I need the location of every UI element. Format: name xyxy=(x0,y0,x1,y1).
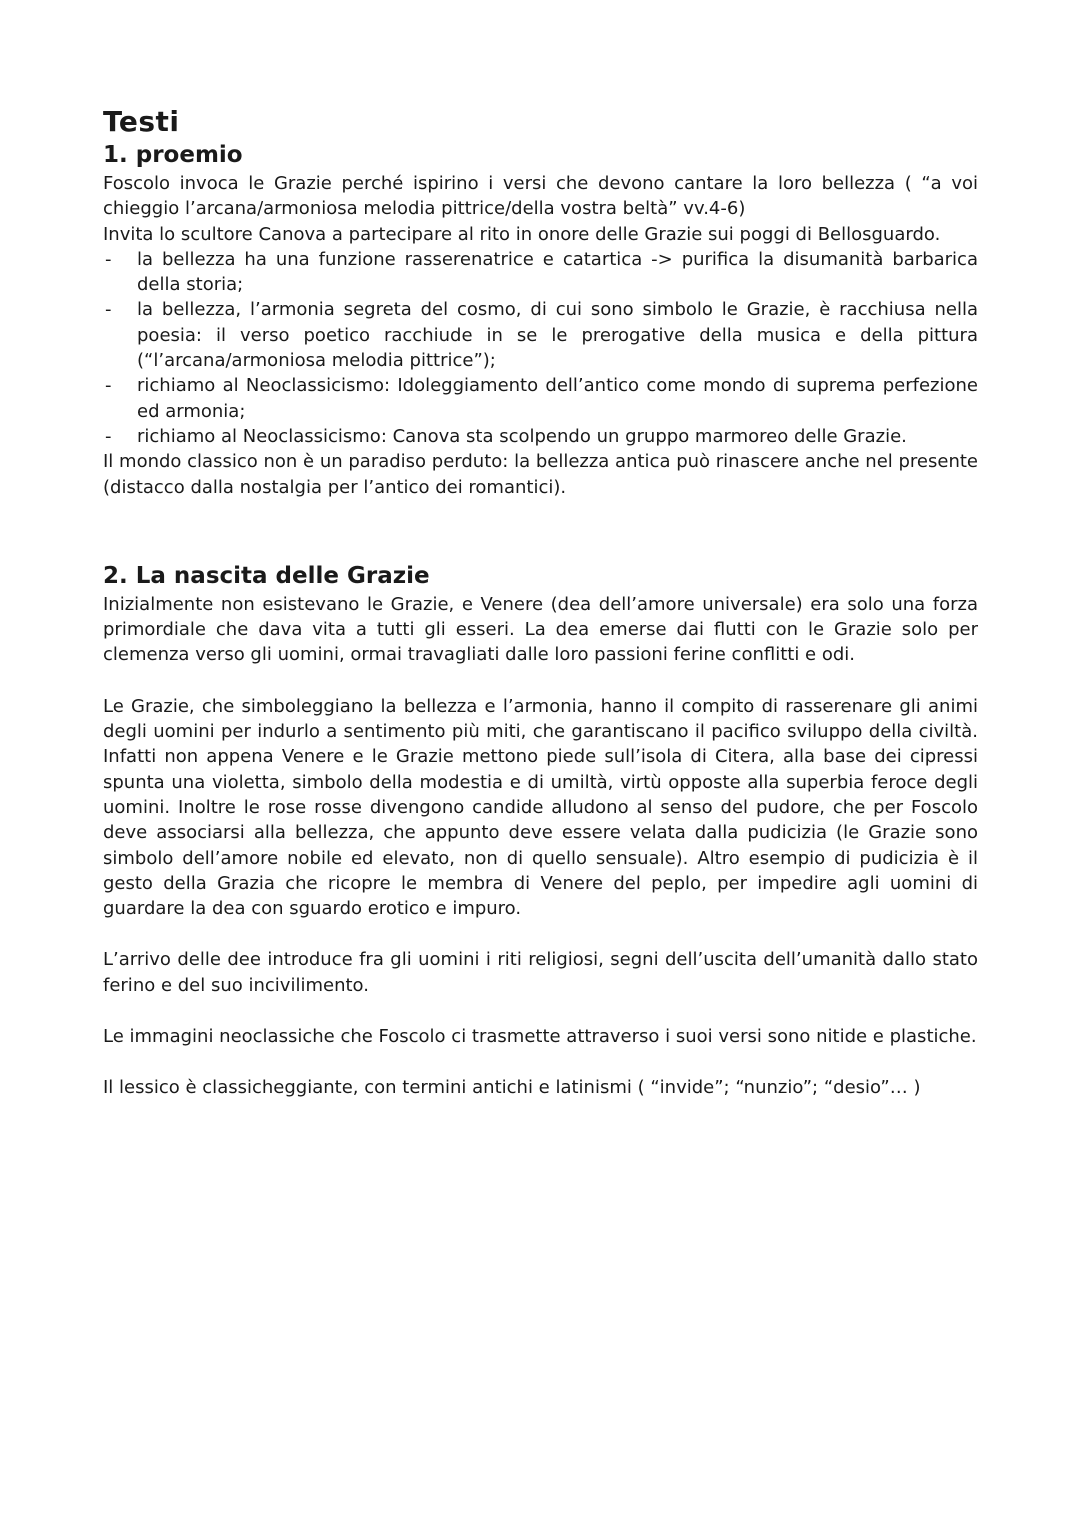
bullet-text: la bellezza, l’armonia segreta del cosmo, di cui sono simbolo le Grazie, è racchiusa nella poesia: il verso poetico racchiude in se le prerogative della musica e della pittura (“l’arcana/armoniosa melodia pittrice”); xyxy=(137,299,978,372)
document-title: Testi xyxy=(103,105,180,138)
section-2-paragraph-1: Inizialmente non esistevano le Grazie, e Venere (dea dell’amore universale) era solo una forza primordiale che dava vita a tutti gli esseri. La dea emerse dai flutti con le Grazie solo per clemenza verso gli uomini, ormai travagliati dalle loro passioni ferine conflitti e odi. xyxy=(103,593,978,666)
section-1-paragraph-1: Foscolo invoca le Grazie perché ispirino i versi che devono cantare la loro bellezza ( “a voi chieggio l’arcana/armoniosa melodia pittrice/della vostra beltà” vv.4-6) xyxy=(103,173,978,220)
dash-bullet-icon: - xyxy=(105,425,112,447)
paragraph-spacer xyxy=(103,668,978,694)
bullet-text: richiamo al Neoclassicismo: Idoleggiamento dell’antico come mondo di suprema perfezione ed armonia; xyxy=(137,375,978,422)
bullet-item xyxy=(103,297,978,373)
section-spacer xyxy=(103,500,978,561)
paragraph-spacer xyxy=(103,921,978,947)
section-2-heading: 2. La nascita delle Grazie xyxy=(103,562,430,589)
paragraph-spacer xyxy=(103,1049,978,1075)
paragraph-spacer xyxy=(103,998,978,1024)
dash-bullet-icon: - xyxy=(105,299,112,321)
section-1-heading: 1. proemio xyxy=(103,142,243,168)
dash-bullet-icon: - xyxy=(105,248,112,270)
bullet-text: richiamo al Neoclassicismo: Canova sta scolpendo un gruppo marmoreo delle Grazie. xyxy=(137,425,907,447)
section-2-paragraph-2: Le Grazie, che simboleggiano la bellezza e l’armonia, hanno il compito di rasserenare gli animi degli uomini per indurlo a sentimento più miti, che garantiscano il pacifico sviluppo della civiltà. Infatti non appena Venere e le Grazie mettono piede sull’isola di Citera, alla base dei cipressi spunta una violetta, simbolo della modestia e di umiltà, virtù opposte alla superbia feroce degli uomini. Inoltre le rose rosse divengono candide alludono al senso del pudore, che per Foscolo deve associarsi alla bellezza, che appunto deve essere velata dalla pudicizia (le Grazie sono simbolo dell’amore nobile ed elevato, non di quello sensuale). Altro esempio di pudicizia è il gesto della Grazia che ricopre le membra di Venere del peplo, per impedire agli uomini di guardare la dea con sguardo erotico e impuro. xyxy=(103,695,978,920)
section-2-paragraph-4: Le immagini neoclassiche che Foscolo ci trasmette attraverso i suoi versi sono nitide e plastiche. xyxy=(103,1026,977,1048)
bullet-item xyxy=(103,373,978,424)
bullet-item xyxy=(103,247,978,298)
section-1-paragraph-2: Invita lo scultore Canova a partecipare al rito in onore delle Grazie sui poggi di Bellosguardo. xyxy=(103,223,941,245)
section-1-bullet-list xyxy=(103,247,978,449)
section-2-paragraph-3: L’arrivo delle dee introduce fra gli uomini i riti religiosi, segni dell’uscita dell’umanità dallo stato ferino e del suo incivilimento. xyxy=(103,949,978,996)
dash-bullet-icon: - xyxy=(105,375,112,397)
bullet-text: la bellezza ha una funzione rasserenatrice e catartica -> purifica la disumanità barbarica della storia; xyxy=(137,248,978,296)
document-page xyxy=(103,104,978,1101)
section-1-paragraph-3: Il mondo classico non è un paradiso perduto: la bellezza antica può rinascere anche nel presente (distacco dalla nostalgia per l’antico dei romantici). xyxy=(103,451,978,498)
bullet-item xyxy=(103,424,978,449)
section-2-paragraph-5: Il lessico è classicheggiante, con termini antichi e latinismi ( “invide”; “nunzio”; “desio”… ) xyxy=(103,1077,921,1099)
